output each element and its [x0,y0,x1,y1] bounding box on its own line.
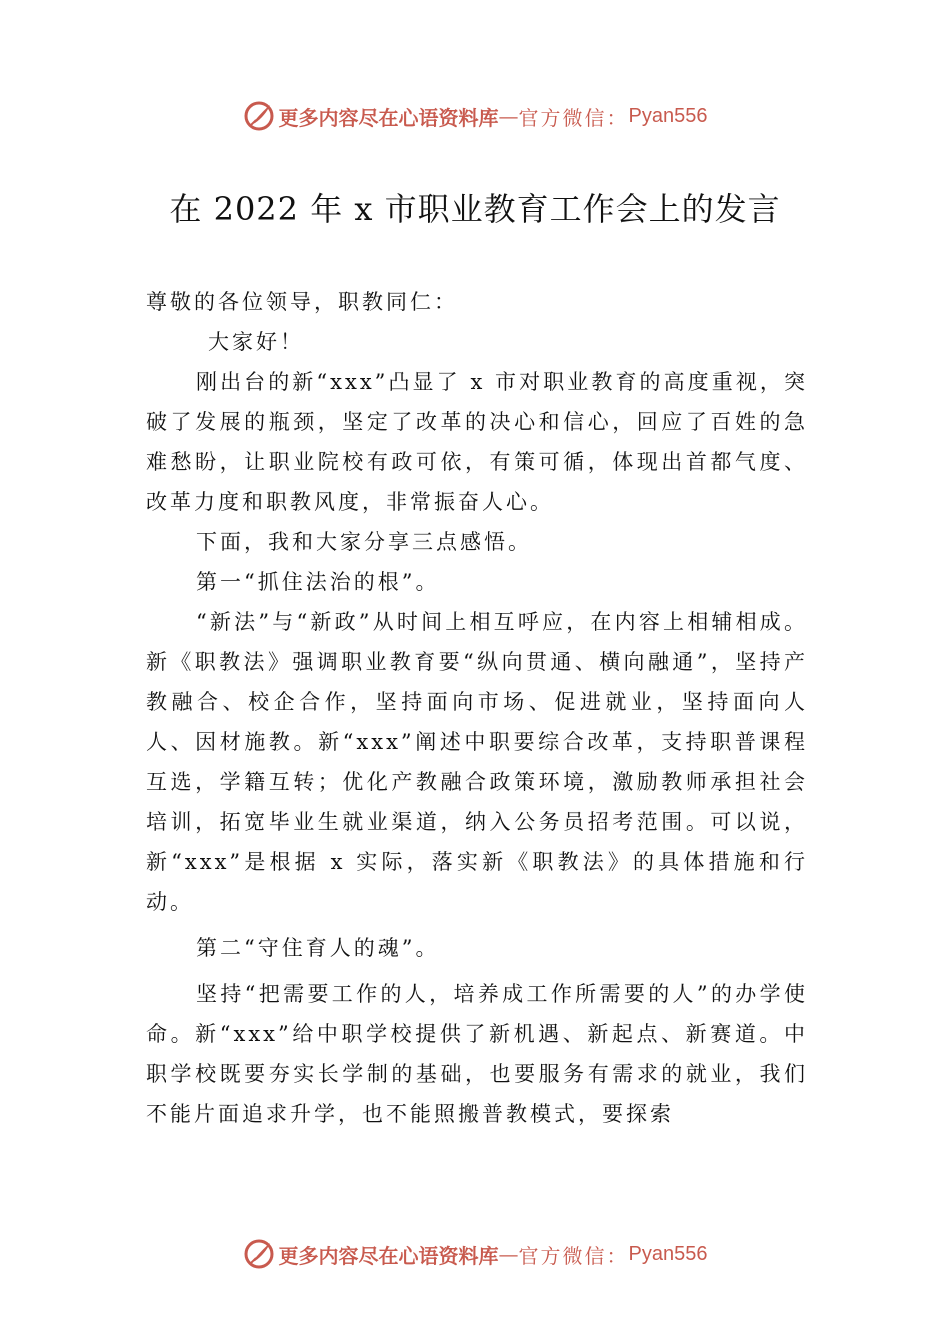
footer-watermark [0,1234,950,1274]
watermark-wechat-label: 官方微信： [518,1243,629,1268]
watermark-brand: 更多内容尽在心语资料库 [278,1243,499,1268]
watermark-wechat-id: Pyan556 [628,1242,708,1265]
document-body [146,282,808,1134]
document-title: 在 2022 年 x 市职业教育工作会上的发言 [169,190,781,228]
header-watermark [0,96,950,136]
watermark-wechat-label: 官方微信： [518,105,629,130]
paragraph-opening: 刚出台的新“xxx”凸显了 x 市对职业教育的高度重视，突破了发展的瓶颈，坚定了改革的决心和信心，回应了百姓的急难愁盼，让职业院校有政可依，有策可循，体现出首都气度、改革力度和职教风度，非常振奋人心。 [146,370,808,514]
paragraph-point-one: “新法”与“新政”从时间上相互呼应，在内容上相辅相成。新《职教法》强调职业教育要“纵向贯通、横向融通”，坚持产教融合、校企合作，坚持面向市场、促进就业，坚持面向人人、因材施教。新“xxx”阐述中职要综合改革，支持职普课程互选，学籍互转；优化产教融合政策环境，激励教师承担社会培训，拓宽毕业生就业渠道，纳入公务员招考范围。可以说，新“xxx”是根据 x 实际，落实新《职教法》的具体措施和行动。 [146,610,808,914]
heading-point-one: 第一“抓住法治的根”。 [196,570,440,594]
heading-point-two: 第二“守住育人的魂”。 [196,936,440,960]
watermark-separator: — [498,1242,519,1266]
greeting: 大家好！ [208,330,304,354]
paragraph-point-two: 坚持“把需要工作的人，培养成工作所需要的人”的办学使命。新“xxx”给中职学校提供了新机遇、新起点、新赛道。中职学校既要夯实长学制的基础，也要服务有需求的就业，我们不能片面追求升学，也不能照搬普教模式，要探索 [146,982,808,1126]
watermark-wechat-id: Pyan556 [628,104,708,127]
watermark-separator: — [498,104,519,128]
quill-logo-icon [243,100,275,132]
quill-logo-icon [243,1238,275,1270]
paragraph-intro: 下面，我和大家分享三点感悟。 [196,530,532,554]
watermark-brand: 更多内容尽在心语资料库 [278,105,499,130]
salutation: 尊敬的各位领导，职教同仁： [146,290,458,314]
